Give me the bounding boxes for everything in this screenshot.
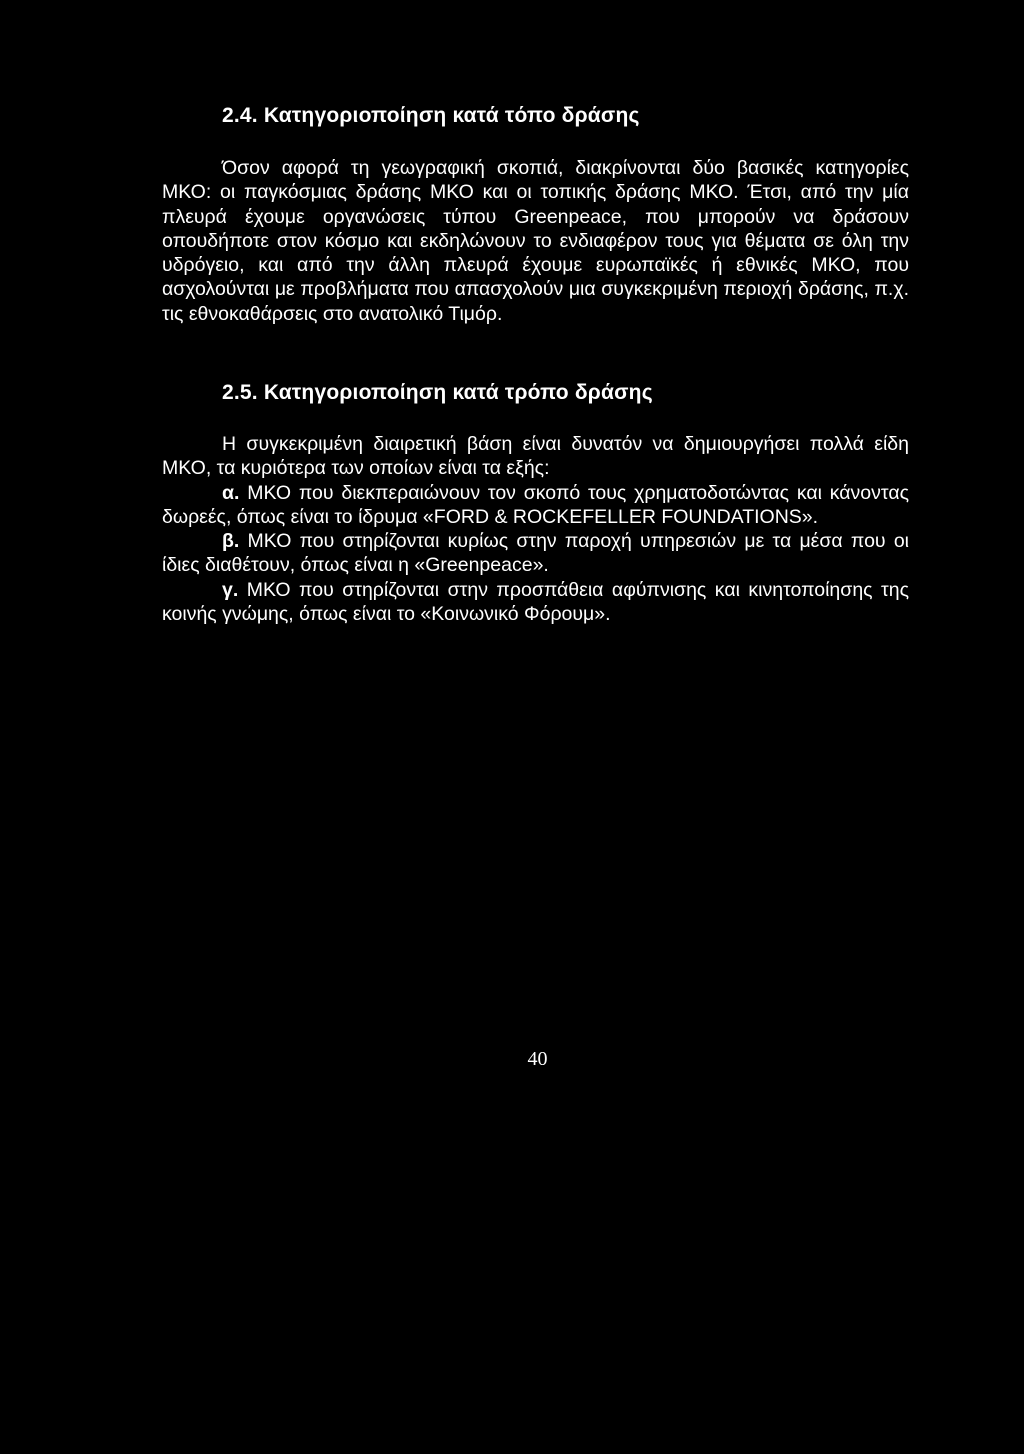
section-heading-2-4: 2.4. Κατηγοριοποίηση κατά τόπο δράσης — [222, 104, 640, 127]
list-item-text: ΜΚΟ που στηρίζονται στην προσπάθεια αφύπνισης και κινητοποίησης της κοινής γνώμης, όπως είναι το «Κοινωνικό Φόρουμ». — [162, 578, 909, 626]
section-heading-2-5: 2.5. Κατηγοριοποίηση κατά τρόπο δράσης — [222, 381, 653, 404]
page-number: 40 — [527, 1048, 548, 1070]
list-item-beta — [162, 529, 909, 578]
section-2-5-body — [162, 432, 909, 626]
list-item-text: ΜΚΟ που διεκπεραιώνουν τον σκοπό τους χρηματοδοτώντας και κάνοντας δωρεές, όπως είναι το ίδρυμα «FORD & ROCKEFELLER FOUNDATIONS». — [162, 481, 909, 528]
list-marker: γ. — [222, 578, 239, 601]
list-item-text: ΜΚΟ που στηρίζονται κυρίως στην παροχή υπηρεσιών με τα μέσα που οι ίδιες διαθέτουν, όπως είναι η «Greenpeace». — [162, 530, 909, 577]
list-marker: α. — [222, 481, 240, 504]
section-2-4-body — [162, 156, 909, 326]
paragraph-geographic-scope: Όσον αφορά τη γεωγραφική σκοπιά, διακρίνονται δύο βασικές κατηγορίες ΜΚΟ: οι παγκόσμιας δράσης ΜΚΟ και οι τοπικής δράσης ΜΚΟ. Έτσι, από την μία πλευρά έχουμε οργανώσεις τύπου Greenpeace, που μπορούν να δράσουν οπουδήποτε στον κόσμο και εκδηλώνουν το ενδιαφέρον τους για θέματα σε όλη την υδρόγειο, και από την άλλη πλευρά έχουμε ευρωπαϊκές ή εθνικές ΜΚΟ, που ασχολούνται με προβλήματα που απασχολούν μια συγκεκριμένη περιοχή δράσης, π.χ. τις εθνοκαθάρσεις στο ανατολικό Τιμόρ. — [162, 157, 909, 325]
list-item-gamma — [162, 578, 909, 627]
list-item-alpha — [162, 481, 909, 530]
list-marker: β. — [222, 530, 240, 553]
paragraph-intro: Η συγκεκριμένη διαιρετική βάση είναι δυνατόν να δημιουργήσει πολλά είδη ΜΚΟ, τα κυριότερα των οποίων είναι τα εξής: — [162, 433, 909, 480]
